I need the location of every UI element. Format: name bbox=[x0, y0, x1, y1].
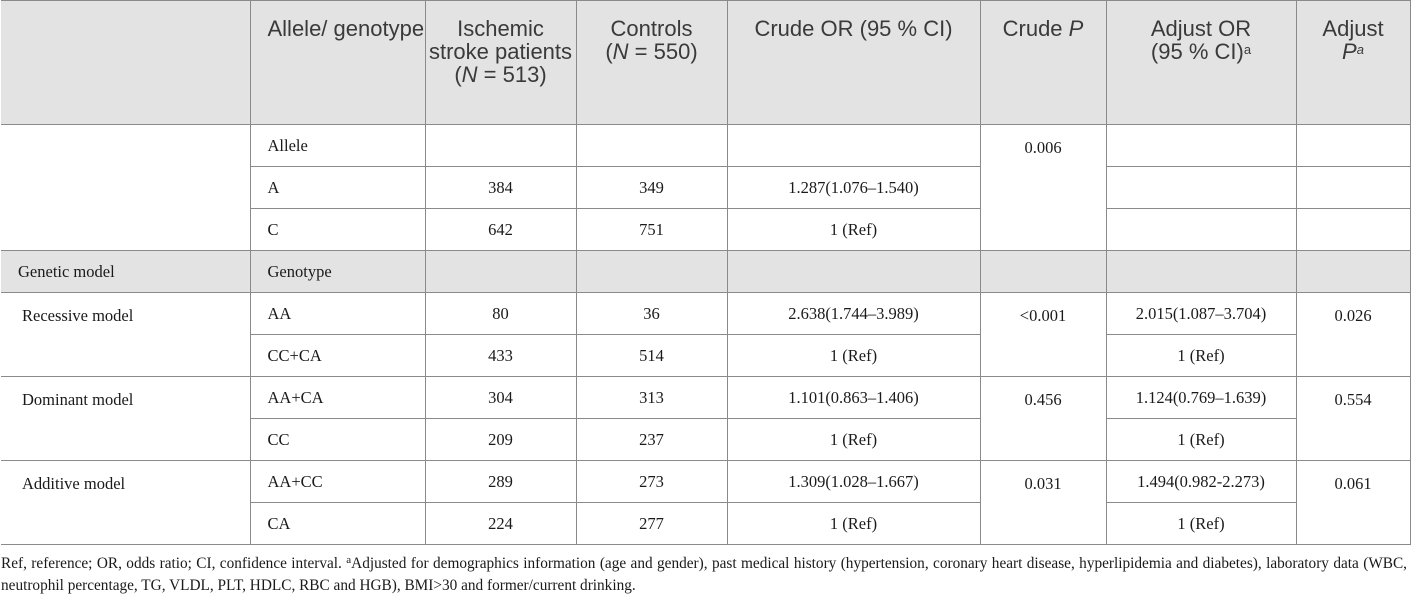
genotype-cell: AA+CC bbox=[250, 461, 425, 503]
crude-or-cell: 1 (Ref) bbox=[727, 419, 980, 461]
genotype-cell: CC+CA bbox=[250, 335, 425, 377]
adjust-p-cell: 0.061 bbox=[1296, 461, 1410, 545]
patients-cell: 304 bbox=[425, 377, 576, 419]
crude-or-cell: 2.638(1.744–3.989) bbox=[727, 293, 980, 335]
model-name-additive: Additive model bbox=[1, 461, 250, 545]
adjust-or-cell: 2.015(1.087–3.704) bbox=[1106, 293, 1296, 335]
header-patients: Ischemic stroke patients (N = 513) bbox=[425, 1, 576, 125]
adjust-or-cell: 1 (Ref) bbox=[1106, 503, 1296, 545]
crude-p-cell: <0.001 bbox=[980, 293, 1106, 377]
genotype-cell: C bbox=[250, 209, 425, 251]
crude-or-cell: 1.101(0.863–1.406) bbox=[727, 377, 980, 419]
allele-section-blank bbox=[1, 125, 250, 251]
controls-cell: 237 bbox=[576, 419, 727, 461]
table-row bbox=[1, 377, 1410, 419]
adjust-or-cell: 1.124(0.769–1.639) bbox=[1106, 377, 1296, 419]
controls-cell: 277 bbox=[576, 503, 727, 545]
header-adjust-or: Adjust OR (95 % CI)$^a$ bbox=[1106, 1, 1296, 125]
allele-label: Allele bbox=[250, 125, 425, 167]
patients-cell: 289 bbox=[425, 461, 576, 503]
crude-p-cell: 0.456 bbox=[980, 377, 1106, 461]
patients-cell: 384 bbox=[425, 167, 576, 209]
controls-cell: 36 bbox=[576, 293, 727, 335]
patients-cell: 642 bbox=[425, 209, 576, 251]
crude-or-cell: 1 (Ref) bbox=[727, 209, 980, 251]
table-footnote: Ref, reference; OR, odds ratio; CI, confidence interval. $^a$Adjusted for demographics information (age and gender), past medical history (hypertension, coronary heart disease, hyperlipidemia and diabetes), laboratory data (WBC, neutrophil percentage, TG, VLDL, PLT, HDLC, RBC and HGB), BMI>30 and former/current drinking. bbox=[1, 554, 1407, 594]
genotype-association-table bbox=[1, 0, 1411, 545]
crude-p-cell: 0.031 bbox=[980, 461, 1106, 545]
genotype-cell: A bbox=[250, 167, 425, 209]
controls-cell: 273 bbox=[576, 461, 727, 503]
genotype-cell: CC bbox=[250, 419, 425, 461]
controls-cell: 349 bbox=[576, 167, 727, 209]
adjust-p-cell: 0.554 bbox=[1296, 377, 1410, 461]
crude-or-cell: 1.287(1.076–1.540) bbox=[727, 167, 980, 209]
header-adjust-p: Adjust $P^a$ bbox=[1296, 1, 1410, 125]
controls-cell: 313 bbox=[576, 377, 727, 419]
header-crude-or: Crude OR (95 % CI) bbox=[727, 1, 980, 125]
model-name-recessive: Recessive model bbox=[1, 293, 250, 377]
adjust-p-cell: 0.026 bbox=[1296, 293, 1410, 377]
genetic-model-label: Genetic model bbox=[1, 251, 250, 293]
genotype-label: Genotype bbox=[250, 251, 425, 293]
table-header-row bbox=[1, 1, 1410, 125]
patients-cell: 80 bbox=[425, 293, 576, 335]
genotype-cell: AA bbox=[250, 293, 425, 335]
crude-or-cell: 1.309(1.028–1.667) bbox=[727, 461, 980, 503]
patients-cell: 433 bbox=[425, 335, 576, 377]
genotype-cell: AA+CA bbox=[250, 377, 425, 419]
model-name-dominant: Dominant model bbox=[1, 377, 250, 461]
table-row bbox=[1, 125, 1410, 167]
crude-or-cell: 1 (Ref) bbox=[727, 503, 980, 545]
genetic-model-header-row bbox=[1, 251, 1410, 293]
header-crude-p: Crude P bbox=[980, 1, 1106, 125]
table-row bbox=[1, 293, 1410, 335]
table-row bbox=[1, 461, 1410, 503]
controls-cell: 514 bbox=[576, 335, 727, 377]
controls-cell: 751 bbox=[576, 209, 727, 251]
genotype-cell: CA bbox=[250, 503, 425, 545]
header-blank-cell bbox=[1, 1, 250, 125]
allele-crude-p: 0.006 bbox=[980, 125, 1106, 251]
crude-or-cell: 1 (Ref) bbox=[727, 335, 980, 377]
adjust-or-cell: 1 (Ref) bbox=[1106, 335, 1296, 377]
patients-cell: 224 bbox=[425, 503, 576, 545]
header-controls: Controls (N = 550) bbox=[576, 1, 727, 125]
adjust-or-cell: 1 (Ref) bbox=[1106, 419, 1296, 461]
header-allele-genotype: Allele/ genotype bbox=[250, 1, 425, 125]
adjust-or-cell: 1.494(0.982-2.273) bbox=[1106, 461, 1296, 503]
patients-cell: 209 bbox=[425, 419, 576, 461]
